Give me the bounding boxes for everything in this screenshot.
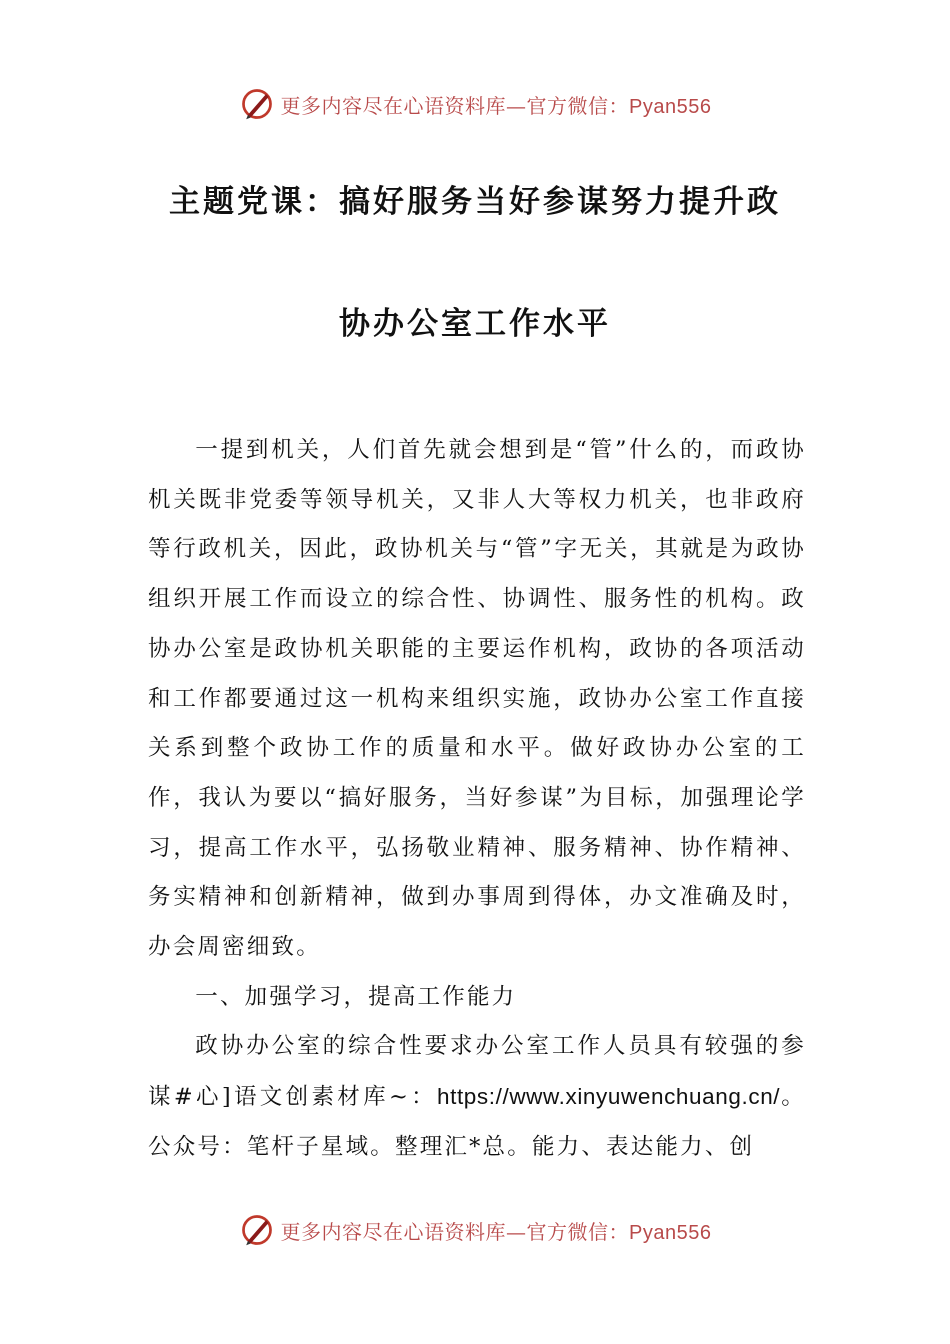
pen-circle-logo-icon [239, 86, 275, 122]
source-url: https://www.xinyuwenchuang.cn/ [436, 1084, 781, 1110]
document-body [148, 426, 806, 1173]
document-title-line-2: 协办公室工作水平 [339, 306, 611, 342]
section-heading: 一、加强学习，提高工作能力 [195, 983, 517, 1010]
watermark-header [0, 82, 950, 126]
body-text: 。公众号：笔杆子星域。整理汇*总。能力、表达能力、创 [148, 1084, 807, 1160]
body-paragraph [148, 1022, 806, 1172]
watermark-text: 更多内容尽在心语资料库—官方微信：Pyan556 [280, 93, 712, 118]
body-paragraph: 一提到机关，人们首先就会想到是“管”什么的，而政协机关既非党委等领导机关，又非人大等权力机关，也非政府等行政机关，因此，政协机关与“管”字无关，其就是为政协组织开展工作而设立的综合性、协调性、服务性的机构。政协办公室是政协机关职能的主要运作机构，政协的各项活动和工作都要通过这一机构来组织实施，政协办公室工作直接关系到整个政协工作的质量和水平。做好政协办公室的工作，我认为要以“搞好服务，当好参谋”为目标，加强理论学习，提高工作水平，弘扬敬业精神、服务精神、协作精神、务实精神和创新精神，做到办事周到得体，办文准确及时，办会周密细致。 [148, 437, 806, 961]
pen-circle-logo-icon [239, 1212, 275, 1248]
body-text: 政协办公室的综合性要求办公室工作人员具有较强的参谋#心]语文创素材库~： [148, 1033, 806, 1111]
watermark-footer [0, 1208, 950, 1252]
watermark-text: 更多内容尽在心语资料库—官方微信：Pyan556 [280, 1219, 712, 1244]
document-title-line-1: 主题党课：搞好服务当好参谋努力提升政 [169, 184, 781, 220]
